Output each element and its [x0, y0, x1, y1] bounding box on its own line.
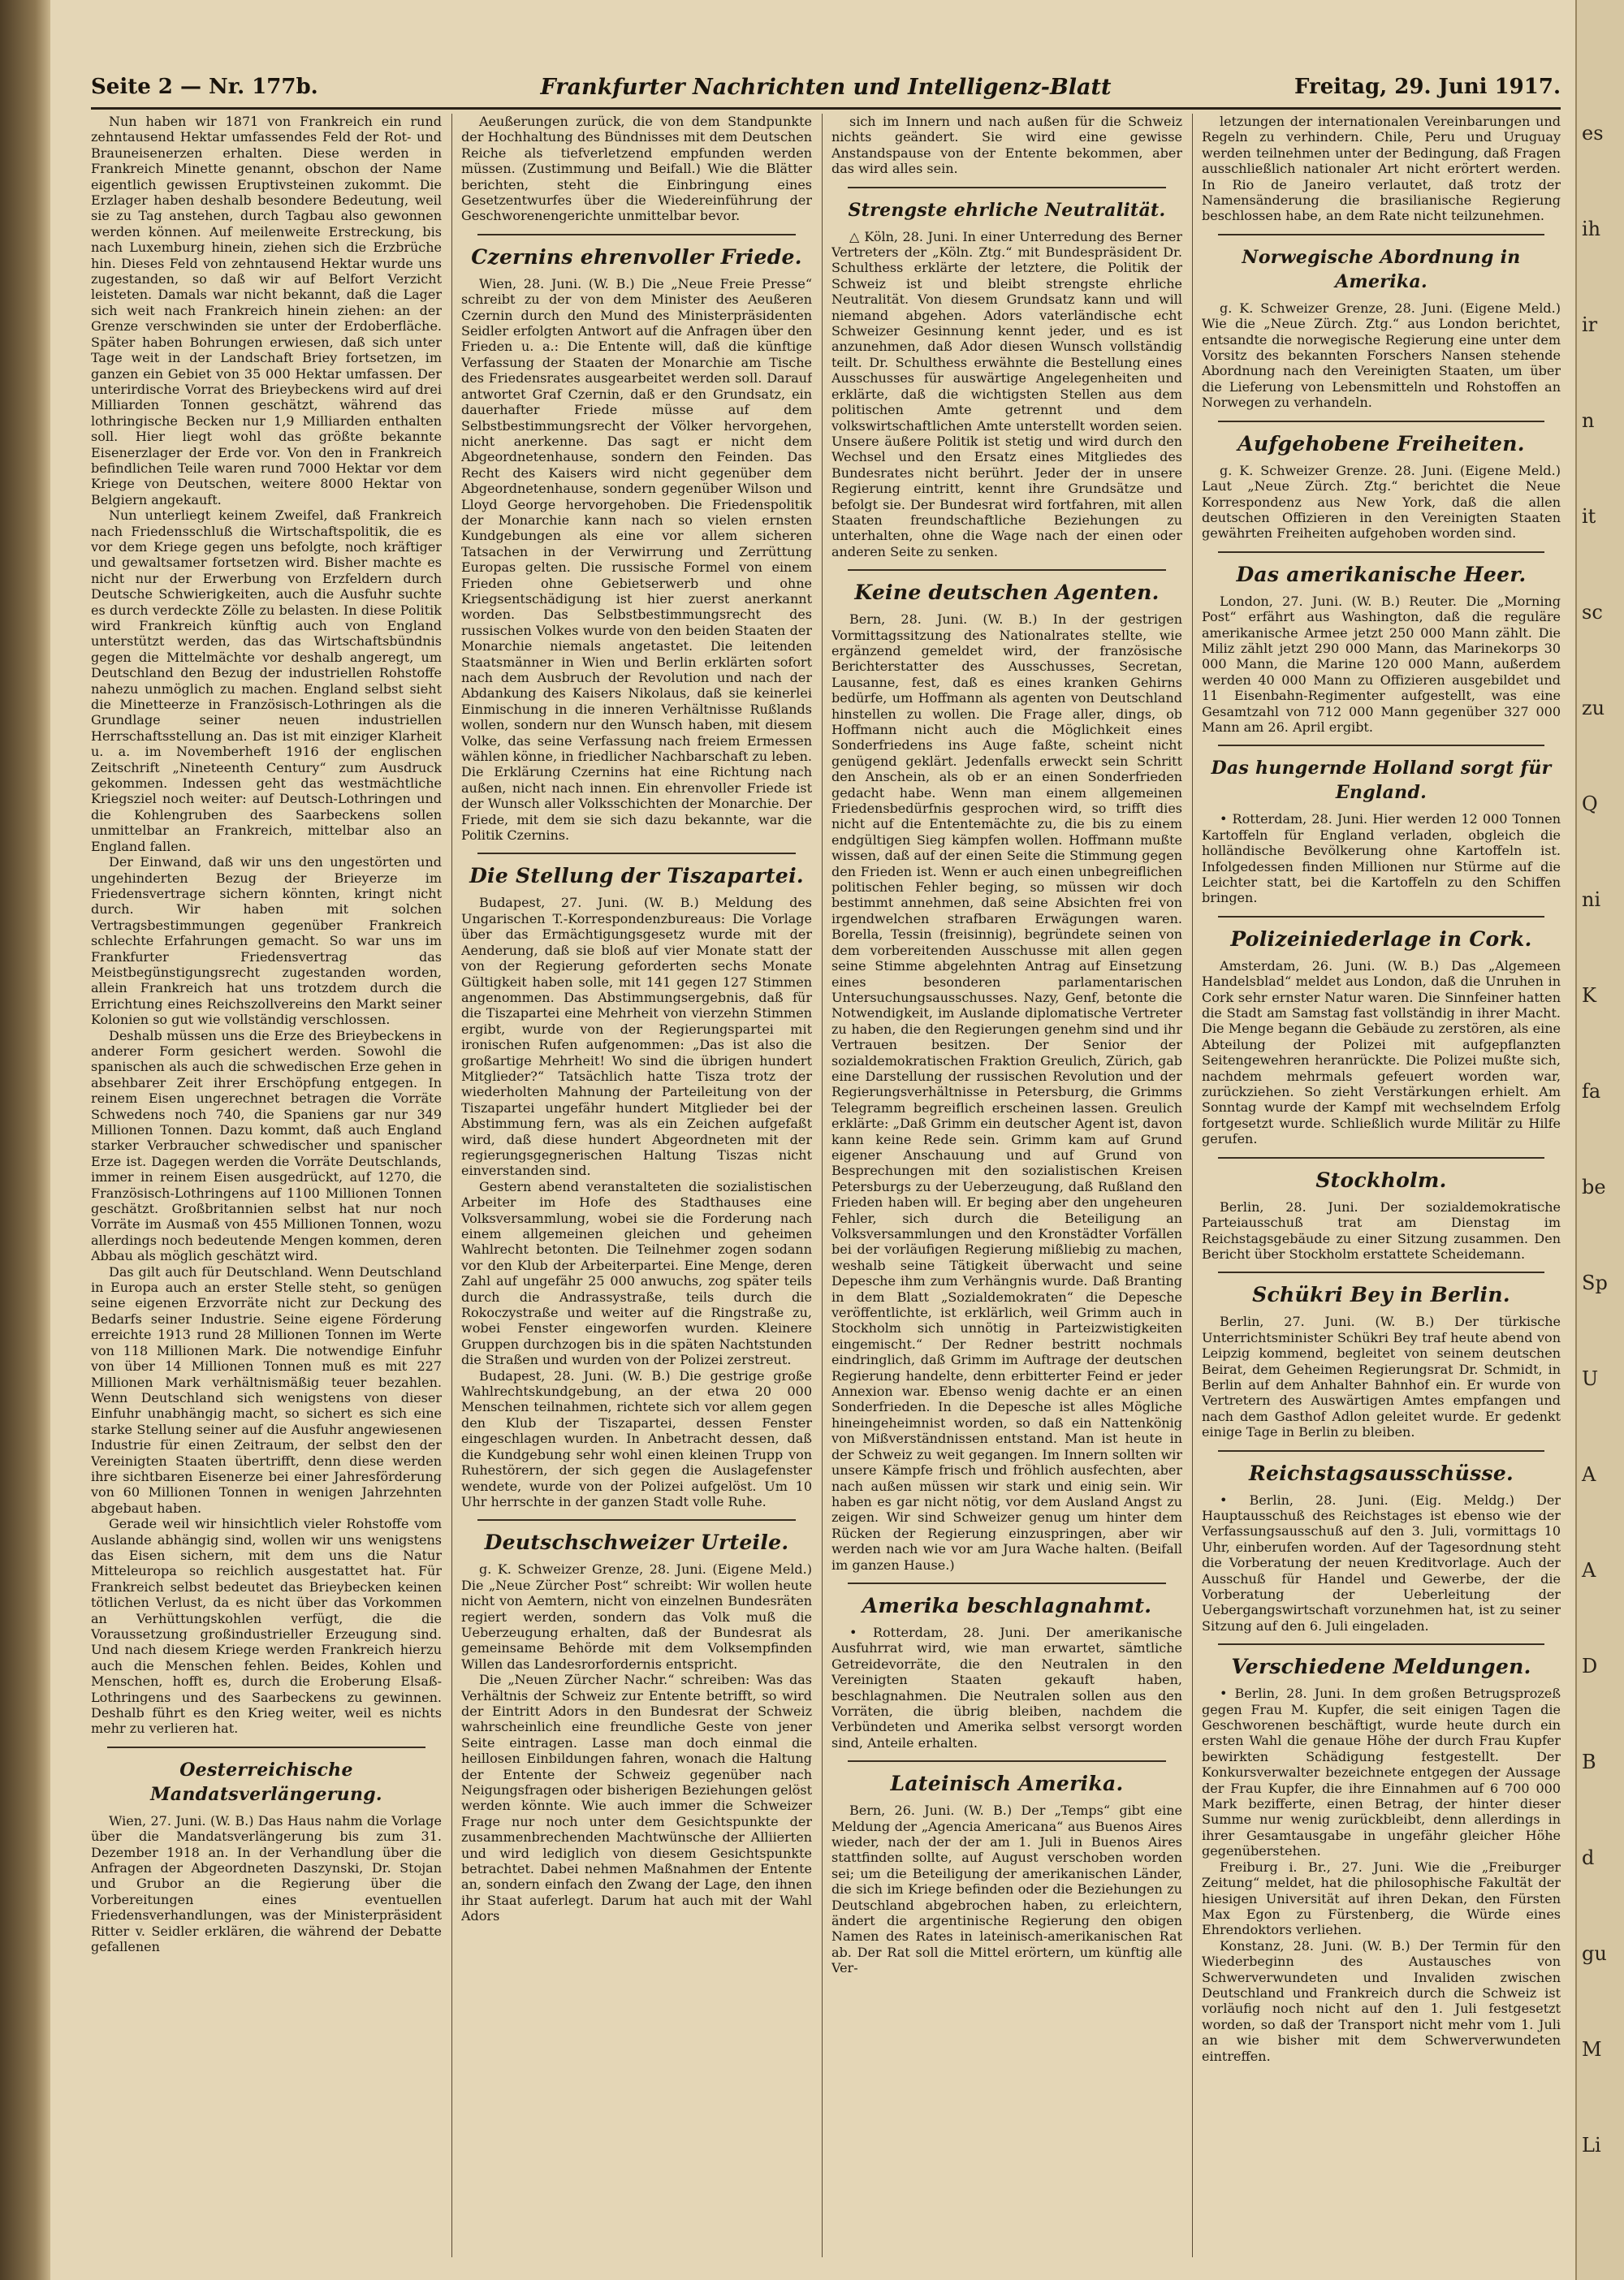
section-rule: [477, 853, 796, 854]
article-paragraph: Gerade weil wir hinsichtlich vieler Rohstoffe vom Auslande abhängig sind, wollen wir uns wenigstens das Eisen sichern, mit dem uns die Natur Mitteleuropa so reichlich ausgestattet hat. Für Frankreich selbst bedeutet das Brieybecken keinen tötlichen Verlust, da es nicht über das Vorkommen an Verhüttungskohlen verfügt, die die Voraussetzung großindustrieller Erzeugung sind. Und nach diesem Kriege werden Frankreich hierzu auch die Menschen fehlen. Beides, Kohlen und Menschen, hofft es, durch die Eroberung Elsaß-Lothringens und des Saarbeckens zu gewinnen. Deshalb führt es den Krieg weiter, weil es nichts mehr zu verlieren hat.: [91, 1516, 442, 1737]
article-paragraph: g. K. Schweizer Grenze. 28. Juni. (Eigene Meld.) Laut „Neue Zürch. Ztg.“ berichtet die Neue Korrespondenz aus New York, daß die allen deutschen Offizieren in den Vereinigten Staaten gewährten Freiheiten aufgehoben worden sind.: [1202, 462, 1561, 542]
article-headline: Schükri Bey in Berlin.: [1252, 1283, 1510, 1307]
article-paragraph: sich im Innern und nach außen für die Schweiz nichts geändert. Sie wird eine gewisse Anstandspause von der Entente bekommen, aber das wird alles sein.: [831, 114, 1182, 177]
article-headline: Strengste ehrliche Neutralität.: [848, 199, 1166, 221]
article-paragraph: Freiburg i. Br., 27. Juni. Wie die „Freiburger Zeitung“ meldet, hat die philosophische Fakultät der hiesigen Universität auf ihren Dekan, den Fürsten Max Egon zu Fürstenberg, die Würde eines Ehrendoktors verliehen.: [1202, 1859, 1561, 1938]
adjacent-page-fragment: ni: [1582, 888, 1601, 911]
section-rule: [1218, 1157, 1544, 1159]
adjacent-page-fragment: M: [1582, 2038, 1602, 2061]
adjacent-page-fragment: es: [1582, 122, 1604, 145]
article-paragraph: Amsterdam, 26. Juni. (W. B.) Das „Algemeen Handelsblad“ meldet aus London, daß die Unruhen in Cork sehr ernster Natur waren. Die Sinnfeiner hatten die Stadt am Samstag fast vollständig in ihrer Macht. Die Menge begann die Gebäude zu zerstören, als eine Abteilung der Polizei mit aufgepflanzten Seitengewehren heranrückte. Die Polizei mußte sich, nachdem mehrmals gefeuert worden war, zurückziehen. So zieht Verstärkungen erhielt. Am Sonntag wurde der Kampf mit wechselndem Erfolg fortgesetzt wurde. Schließlich wurde Militär zu Hilfe gerufen.: [1202, 957, 1561, 1147]
article-paragraph: Budapest, 28. Juni. (W. B.) Die gestrige große Wahlrechtskundgebung, an der etwa 20 000 Menschen teilnahmen, richtete sich vor allem gegen den Klub der Tiszapartei, dessen Fenster eingeschlagen wurden. In Anbetracht dessen, daß die Kundgebung sehr wohl einen kleinen Trupp von Ruhestörern, der sich gegen die Auslagefenster wendete, wurde von der Polizei aufgelöst. Um 10 Uhr herrschte in der ganzen Stadt volle Ruhe.: [461, 1367, 812, 1509]
article-paragraph: Wien, 27. Juni. (W. B.) Das Haus nahm die Vorlage über die Mandatsverlängerung bis zum 31. Dezember 1918 an. In der Verhandlung über die Anfragen der Abgeordneten Daszynski, Dr. Stojan und Grubor an die Regierung über die Vorbereitungen eines eventuellen Friedensverhandlungen, was der Ministerpräsident Ritter v. Seidler erklären, die während der Debatte gefallenen: [91, 1812, 442, 1955]
section-rule: [1218, 745, 1544, 746]
article-paragraph: Wien, 28. Juni. (W. B.) Die „Neue Freie Presse“ schreibt zu der von dem Minister des Aeußeren Czernin durch den Mund des Ministerpräsidenten Seidler erfolgten Antwort auf die Anfragen über den Frieden u. a.: Die Entente will, daß die künftige Verfassung der Staaten der Monarchie am Tische des Friedensrates ausgearbeitet werden soll. Darauf antwortet Graf Czernin, daß er den Grundsatz, ein dauerhafter Friede müsse auf dem Selbstbestimmungsrecht der Völker hervorgehen, nicht anerkenne. Das sagt er nicht dem Abgeordnetenhause, sondern den Feinden. Das Recht des Kaisers wird nicht gegenüber dem Abgeordnetenhause, sondern gegenüber Wilson und Lloyd George hervorgehoben. Die Friedenspolitik der Monarchie kann nach so vielen ernsten Kundgebungen als eine vor allem sicheren Tatsachen in der Verwirrung und Zerrüttung Europas gelten. Die russische Formel von einem Frieden ohne Gebietserwerb und ohne Kriegsentschädigung ist hier zuerst anerkannt worden. Das Selbstbestimmungsrecht des russischen Volkes wurde von den beiden Staaten der Monarchie niemals angetastet. Die leitenden Staatsmänner in Wien und Berlin erklärten sofort nach dem Ausbruch der Revolution und nach der Abdankung des Kaisers Nikolaus, daß sie keinerlei Einmischung in die inneren Verhältnisse Rußlands wollen, sondern nur den Wunsch haben, mit diesem Volke, das seine Verfassung nach freiem Ermessen wählen könne, in friedlicher Nachbarschaft zu leben. Die Erklärung Czernins hat eine Richtung nach außen, nicht nach innen. Ein ehrenvoller Friede ist der Wunsch aller Volksschichten der Monarchie. Der Friede, mit dem sie sich dazu bekannte, war die Politik Czernins.: [461, 275, 812, 844]
section-rule: [1218, 234, 1544, 235]
article-headline: Polizeiniederlage in Cork.: [1230, 926, 1532, 951]
adjacent-page-fragment: A: [1582, 1559, 1596, 1582]
article-headline: Reichstagsausschüsse.: [1248, 1461, 1514, 1485]
article-headline: Deutschschweizer Urteile.: [484, 1531, 789, 1555]
column-divider: [822, 114, 823, 2257]
article-headline: Keine deutschen Agenten.: [854, 581, 1160, 605]
article-headline: Czernins ehrenvoller Friede.: [471, 244, 802, 269]
column-1: [91, 114, 442, 2257]
page-number: Seite 2 — Nr. 177b.: [91, 75, 318, 99]
article-headline: Amerika beschlagnahmt.: [862, 1593, 1152, 1617]
section-rule: [1218, 1450, 1544, 1452]
article-headline: Oesterreichische Mandatsverlängerung.: [150, 1759, 382, 1805]
adjacent-page-edge: [1575, 0, 1624, 2280]
article-paragraph: • Rotterdam, 28. Juni. Der amerikanische Ausfuhrrat wird, wie man erwartet, sämtliche Getreidevorräte, die den Neutralen in den Vereinigten Staaten gekauft haben, beschlagnahmen. Die Neutralen sollen aus den Vorräten, die übrig bleiben, nachdem die Verbündeten und Amerika selbst versorgt worden sind, Anteile erhalten.: [831, 1624, 1182, 1751]
article-paragraph: Das gilt auch für Deutschland. Wenn Deutschland in Europa auch an erster Stelle steht, so genügen seine eigenen Erzvorräte nicht zur Deckung des Bedarfs seiner Industrie. Seine eigene Förderung erreichte 1913 rund 28 Millionen Tonnen im Werte von 118 Millionen Mark. Die notwendige Einfuhr von über 14 Millionen Tonnen muß es mit 227 Millionen Mark verhältnismäßig teuer bezahlen. Wenn Deutschland sich wenigstens von dieser Einfuhr unabhängig macht, so sichert es sich eine starke Stellung seiner auf die Ausfuhr angewiesenen Industrie für einen Zeitraum, der selbst den der Vereinigten Staaten übertrifft, denn diese werden ihre sichtbaren Eisenerze bei einer Jahresförderung von 60 Millionen Tonnen in wenigen Jahrzehnten abgebaut haben.: [91, 1263, 442, 1516]
section-rule: [848, 187, 1166, 188]
section-rule: [107, 1747, 425, 1748]
book-spine: [0, 0, 50, 2280]
adjacent-page-fragment: Q: [1582, 792, 1598, 815]
section-rule: [848, 1760, 1166, 1762]
section-rule: [848, 1583, 1166, 1584]
section-rule: [1218, 421, 1544, 422]
article-paragraph: Bern, 28. Juni. (W. B.) In der gestrigen Vormittagssitzung des Nationalrates stellte, wie ergänzend gemeldet wird, der französische Berichterstatter des Ausschusses, Secretan, Lausanne, fest, daß es eines kranken Gehirns bedürfe, um Hoffmann als agenten von Deutschland hinstellen zu wollen. Die Frage aller, dings, ob Hoffmann nicht auch die Möglichkeit eines Sonderfriedens ins Auge faßte, scheint nicht genügend geklärt. Jedenfalls erweckt sein Schritt den Anschein, als ob er an einen Sonderfrieden gedacht habe. Wenn man einem allgemeinen Friedensbedürfnis gesprochen wird, so trifft dies nicht auf die Ententemächte zu, die bis zu einem endgültigen Sieg kämpfen wollen. Hoffmann mußte wissen, daß auf der einen Seite die Stimmung gegen den Frieden ist. Wenn er auch einen unbegreiflichen politischen Fehler beging, so müssen wir doch bestimmt annehmen, daß seine Absichten frei von irgendwelchen strafbaren Erwägungen waren. Borella, Tessin (freisinnig), begründete seinen von dem vorbereitenden Ausschusse mit allen gegen seine Stimme abgelehnten Antrag auf Einsetzung eines besonderen parlamentarischen Untersuchungsausschusses. Nazy, Genf, betonte die Notwendigkeit, im Auslande diplomatische Vertreter zu haben, die den Regierungen genehm sind und ihr Vertrauen besitzen. Der Senior der sozialdemokratischen Fraktion Greulich, Zürich, gab eine Darstellung der russischen Revolution und der Regierungsverhältnisse in Petersburg, die Grimms Telegramm begreiflich erscheinen lassen. Greulich erklärte: „Daß Grimm ein deutscher Agent ist, davon kann keine Rede sein. Grimm kam auf Grund eigener Anschauung und auf Grund von Besprechungen mit den sozialistischen Kreisen Petersburgs zu der Ueberzeugung, daß Rußland den Frieden haben will. Er beging aber den ungeheuren Fehler, sich durch die Beteiligung an Volksversammlungen und den Kronstädter Vorfällen bei der vorläufigen Regierung mißliebig zu machen, weshalb seine Tätigkeit überwacht und seine Depesche ihm zum Verhängnis wurde. Daß Branting in dem Blatt „Sozialdemokraten“ die Depesche veröffentlichte, ist erklärlich, weil Grimm auch in Stockholm sich unnötig in Parteizwistigkeiten eingemischt.“ Der Redner bestritt nochmals eindringlich, daß Grimm im Auftrage der deutschen Regierung handelte, denn erbitterter Feind er jeder Annexion war. Ebenso wenig dachte er an einen Sonderfrieden. In die Depesche ist alles Mögliche hineingeheimnist worden, so daß ein Nattenkönig von Mißverständnissen entstand. Man ist heute in der Schweiz zu weit gegangen. Im Innern sollten wir unsere Kämpfe frisch und fröhlich ausfechten, aber nach außen müssen wir stark und einig sein. Wir haben es gar nicht nötig, vor dem Ausland Angst zu zeigen. Wir sind Schweizer genug um hinter dem Rücken der Regierung einzuspringen, aber wir werden nach wie vor am Jura Wache halten. (Beifall im ganzen Hause.): [831, 611, 1182, 1573]
adjacent-page-fragment: fa: [1582, 1080, 1601, 1103]
page-header: [91, 75, 1561, 102]
adjacent-page-fragment: D: [1582, 1655, 1598, 1678]
issue-date: Freitag, 29. Juni 1917.: [1294, 75, 1561, 99]
section-rule: [848, 569, 1166, 571]
adjacent-page-fragment: d: [1582, 1846, 1595, 1869]
article-headline: Stockholm.: [1315, 1168, 1447, 1192]
adjacent-page-fragment: be: [1582, 1176, 1606, 1198]
article-paragraph: Die „Neuen Zürcher Nachr.“ schreiben: Was das Verhältnis der Schweiz zur Entente betrifft, so wird der Eintritt Adors in den Bundesrat der Schweiz wahrscheinlich eine freundliche Geste von jener Seite eintragen. Lasse man doch einmal die heillosen Einbildungen fahren, wonach die Haltung der Entente der Schweiz gegenüber nach Neigungsfragen oder bisherigen Beziehungen gelöst werden könnte. Wie auch immer die Schweizer Frage nur noch unter dem Gesichtspunkte der zusammenbrechenden Machtwünsche der Alliierten und wird lediglich von diesem Gesichtspunkte betrachtet. Dabei nehmen Maßnahmen der Entente an, sondern einfach den Zwang der Lage, den ihnen ihr Staat auferlegt. Darum hat auch mit der Wahl Adors: [461, 1672, 812, 1924]
article-paragraph: London, 27. Juni. (W. B.) Reuter. Die „Morning Post“ erfährt aus Washington, daß die reguläre amerikanische Armee jetzt 250 000 Mann zählt. Die Miliz zählt jetzt 290 000 Mann, das Marinekorps 30 000 Mann, die Marine 120 000 Mann, außerdem werden 40 000 Mann zu Offizieren ausgebildet und 11 Eisenbahn-Regimenter aufgestellt, was eine Gesamtzahl von 712 000 Mann gegenüber 327 000 Mann am 26. April ergibt.: [1202, 593, 1561, 735]
article-headline: Verschiedene Meldungen.: [1231, 1655, 1531, 1679]
column-2: [461, 114, 812, 2257]
article-headline: Aufgehobene Freiheiten.: [1237, 431, 1525, 456]
adjacent-page-fragment: it: [1582, 505, 1596, 528]
article-paragraph: Bern, 26. Juni. (W. B.) Der „Temps“ gibt eine Meldung der „Agencia Americana“ aus Buenos Aires wieder, nach der der am 1. Juli in Buenos Aires stattfinden sollte, auf August verschoben worden sei; um die Beteiligung der amerikanischen Länder, die sich im Kriege befinden oder die Beziehungen zu Deutschland abgebrochen haben, zu erleichtern, ändert die argentinische Regierung den obigen Namen des Rates in lateinisch-amerikanischen Rat ab. Der Rat soll die Mittel erörtern, um künftig alle Ver-: [831, 1803, 1182, 1976]
article-paragraph: Nun unterliegt keinem Zweifel, daß Frankreich nach Friedensschluß die Wirtschaftspolitik, die es vor dem Kriege gegen uns befolgte, noch kräftiger und gewaltsamer fortsetzen wird. Bisher machte es nicht nur der Erwerbung von Erzfeldern durch Deutsche Schwierigkeiten, auch die Ausfuhr suchte es durch verdeckte Zölle zu belasten. In diese Politik wird Frankreich künftig auch von England unterstützt werden, das das Wirtschaftsbündnis gegen die Mittelmächte vor deshalb angeregt, um Deutschland den Bezug der industriellen Rohstoffe nahezu unmöglich zu machen. England selbst sieht die Minetteerze in Französisch-Lothringen als die Grundlage seiner neuen industriellen Herrschaftsstellung an. Das ist mit einziger Klarheit u. a. im Novemberheft 1916 der englischen Zeitschrift „Nineteenth Century“ zum Ausdruck gekommen. Indessen geht das westmächtliche Kriegsziel noch weiter: auf Deutsch-Lothringen und die Kohlengruben des Saarbeckens sollen unmittelbar an Frankreich, mittelbar also an England fallen.: [91, 507, 442, 854]
adjacent-page-fragment: A: [1582, 1463, 1596, 1486]
adjacent-page-fragment: sc: [1582, 601, 1603, 624]
article-paragraph: g. K. Schweizer Grenze, 28. Juni. (Eigene Meld.) Wie die „Neue Zürch. Ztg.“ aus London berichtet, entsandte die norwegische Regierung eine unter dem Vorsitz des bekannten Forschers Nansen stehende Abordnung nach den Vereinigten Staaten, um über die Lieferung von Lebensmitteln und Rohstoffen an Norwegen zu verhandeln.: [1202, 300, 1561, 411]
article-paragraph: Konstanz, 28. Juni. (W. B.) Der Termin für den Wiederbeginn des Austausches von Schwerverwundeten und Invaliden zwischen Deutschland und Frankreich durch die Schweiz ist vorläufig noch nicht auf den 1. Juli festgesetzt worden, so daß der Transport nicht mehr vom 1. Juli an wie bisher mit dem Schwerverwundeten eintreffen.: [1202, 1937, 1561, 2064]
adjacent-page-fragment: ih: [1582, 218, 1601, 240]
newspaper-page: [50, 0, 1575, 2280]
column-4: [1202, 114, 1561, 2257]
adjacent-page-fragment: n: [1582, 409, 1595, 432]
adjacent-page-fragment: zu: [1582, 697, 1605, 719]
article-paragraph: Budapest, 27. Juni. (W. B.) Meldung des Ungarischen T.-Korrespondenzbureaus: Die Vorlage über das Ermächtigungsgesetz wurde mit der Aenderung, daß sie bloß auf vier Monate statt der von der Regierung geforderten sechs Monate Gültigkeit haben solle, mit 141 gegen 127 Stimmen angenommen. Das Abstimmungsergebnis, daß für die Tiszapartei eine Mehrheit von vierzehn Stimmen ergibt, wurde von der Regierungspartei mit ironischen Rufen aufgenommen: „Das ist also die großartige Mehrheit! Wo sind die übrigen hundert Mitglieder?“ Tatsächlich hatte Tisza trotz der wiederholten Mahnung der Parteileitung von der Tiszapartei ungefähr hundert Mitglieder bei der Abstimmung fern, was als ein Zeichen aufgefaßt wird, daß diese hundert Abgeordneten mit der regierungsgegnerischen Haltung Tiszas nicht einverstanden sind.: [461, 895, 812, 1179]
adjacent-page-fragment: Sp: [1582, 1272, 1608, 1294]
article-headline: Das amerikanische Heer.: [1236, 562, 1527, 586]
article-headline: Lateinisch Amerika.: [890, 1772, 1124, 1796]
column-3: [831, 114, 1182, 2257]
section-rule: [1218, 551, 1544, 553]
adjacent-page-fragment: K: [1582, 984, 1596, 1007]
section-rule: [477, 234, 796, 235]
article-paragraph: • Rotterdam, 28. Juni. Hier werden 12 000 Tonnen Kartoffeln für England verladen, obgleich die holländische Bevölkerung ohne Kartoffeln ist. Infolgedessen finden Millionen nur Stürme auf die Leichter statt, bei die Kartoffeln zu den Schiffen bringen.: [1202, 811, 1561, 906]
adjacent-page-fragment: B: [1582, 1751, 1596, 1773]
newspaper-title: Frankfurter Nachrichten und Intelligenz-Blatt: [540, 75, 1112, 100]
section-rule: [477, 1519, 796, 1521]
article-paragraph: Gestern abend veranstalteten die sozialistischen Arbeiter im Hofe des Stadthauses eine Volksversammlung, wobei sie die Forderung nach einem allgemeinen gleichen und geheimen Wahlrecht betonten. Die Teilnehmer zogen sodann vor den Klub der Arbeiterpartei. Eine Menge, deren Zahl auf ungefähr 25 000 anwuchs, zog später teils durch die Andrassystraße, teils durch die Rokoczystraße und weiter auf die Ringstraße zu, wobei Fenster eingeworfen wurden. Kleinere Gruppen durchzogen bis in die späten Nachtstunden die Straßen und wurden von der Polizei zerstreut.: [461, 1178, 812, 1368]
article-paragraph: Berlin, 27. Juni. (W. B.) Der türkische Unterrichtsminister Schükri Bey traf heute abend von Leipzig kommend, begleitet von seinem deutschen Beirat, dem Geheimen Regierungsrat Dr. Schmidt, in Berlin auf dem Anhalter Bahnhof ein. Er wurde von Vertretern des Auswärtigen Amtes empfangen und nach dem Gasthof Adlon geleitet wurde. Er gedenkt einige Tage in Berlin zu bleiben.: [1202, 1314, 1561, 1440]
article-paragraph: • Berlin, 28. Juni. In dem großen Betrugsprozeß gegen Frau M. Kupfer, die seit einigen Tagen die Geschworenen beschäftigt, wurde heute durch ein ersten Wahl die genaue Höhe der durch Frau Kupfer bewirkten Schädigung festgestellt. Der Konkursverwalter bezeichnete entgegen der Aussage der Frau Kupfer, die ihre Einnahmen auf 6 700 000 Mark bezifferte, einen Betrag, der hinter dieser Summe nur wenig zurückbleibt, denn allerdings in ihrer Gesamtausgabe in ungefähr gleicher Höhe gegenüberstehen.: [1202, 1686, 1561, 1859]
adjacent-page-fragment: Li: [1582, 2134, 1601, 2157]
article-headline: Das hungernde Holland sorgt für England.: [1211, 758, 1552, 804]
adjacent-page-fragment: U: [1582, 1367, 1599, 1390]
article-paragraph: △ Köln, 28. Juni. In einer Unterredung des Berner Vertreters der „Köln. Ztg.“ mit Bundespräsident Dr. Schulthess erklärte der letztere, die Politik der Schweiz ist und bleibt strengste ehrliche Neutralität. Von diesem Grundsatz kann und will niemand abgehen. Adors vaterländische echt Schweizer Gesinnung kennt jeder, und es ist anzunehmen, daß Ador diesen Wunsch vollständig teilt. Dr. Schulthess erwähnte die Bestellung eines Ausschusses für auswärtige Angelegenheiten und erklärte, daß die wichtigsten Stellen aus dem politischen Amte getrennt und dem volkswirtschaftlichen Amte unterstellt worden seien. Unsere äußere Politik ist stetig und wird durch den Wechsel und den Ersatz eines Mitgliedes des Bundesrates nicht berührt. Jeder der in unsere Regierung eintritt, kennt ihre Grundsätze und befolgt sie. Der Bundesrat wird fortfahren, mit allen Staaten freundschaftliche Beziehungen zu unterhalten, ohne die Wage nach der einen oder anderen Seite zu senken.: [831, 228, 1182, 559]
section-rule: [1218, 1643, 1544, 1645]
article-headline: Die Stellung der Tiszapartei.: [469, 864, 804, 888]
header-rule: [91, 107, 1561, 110]
article-paragraph: Berlin, 28. Juni. Der sozialdemokratische Parteiausschuß trat am Dienstag im Reichstagsgebäude zu einer Sitzung zusammen. Den Bericht über Stockholm erstattete Scheidemann.: [1202, 1198, 1561, 1262]
article-paragraph: • Berlin, 28. Juni. (Eig. Meldg.) Der Hauptausschuß des Reichstages ist ebenso wie der Verfassungsausschuß auf den 3. Juli, vormittags 10 Uhr, einberufen worden. Auf der Tagesordnung steht die Vorberatung der neuen Kreditvorlage. Auch der Ausschuß für Handel und Gewerbe, der die Vorberatung der Ueberleitung der Uebergangswirtschaft vorzunehmen hat, ist zu seiner Sitzung auf den 6. Juli eingeladen.: [1202, 1492, 1561, 1634]
article-paragraph: Deshalb müssen uns die Erze des Brieybeckens in anderer Form gesichert werden. Sowohl die spanischen als auch die schwedischen Erze gehen in absehbarer Zeit ihrer Erschöpfung entgegen. In reinem Eisen ungerechnet betragen die Vorräte Schwedens noch 740, die Spaniens gar nur 349 Millionen Tonnen. Dazu kommt, daß auch England starker Verbraucher schwedischer und spanischer Erze ist. Dagegen werden die Vorräte Deutschlands, immer in reinem Eisen ausgedrückt, auf 1270, die Französisch-Lothringens auf 1100 Millionen Tonnen geschätzt. Großbritannien selbst hat nur noch Vorräte im Ausmaß von 455 Millionen Tonnen, wozu allerdings noch bedeutende Mengen kommen, deren Abbau als möglich geschätzt wird.: [91, 1027, 442, 1264]
adjacent-page-fragment: ir: [1582, 313, 1598, 336]
article-paragraph: letzungen der internationalen Vereinbarungen und Regeln zu verhindern. Chile, Peru und Uruguay werden teilnehmen unter der Bedingung, daß Fragen ausschließlich nationaler Art nicht erörtert werden. In Rio de Janeiro verlautet, daß trotz der Namensänderung die brasilianische Regierung beschlossen habe, an dem Rate nicht teilzunehmen.: [1202, 114, 1561, 224]
column-divider: [1192, 114, 1193, 2257]
article-paragraph: g. K. Schweizer Grenze, 28. Juni. (Eigene Meld.) Die „Neue Zürcher Post“ schreibt: Wir wollen heute nicht von Aemtern, nicht von einzelnen Bundesräten regiert werden, sondern das Volk muß die Ueberzeugung erhalten, daß der Bundesrat als gemeinsame Behörde mit dem Volksempfinden Willen das Landesrorfordernis entspricht.: [461, 1561, 812, 1672]
article-paragraph: Der Einwand, daß wir uns den ungestörten und ungehinderten Bezug der Brieyerze im Friedensvertrage sichern könnten, kringt nicht durch. Wir haben mit solchen Vertragsbestimmungen gegenüber Frankreich schlechte Erfahrungen gemacht. So war uns im Frankfurter Friedensvertrag das Meistbegünstigungsrecht zugestanden worden, allein Frankreich hat uns trotzdem durch die Errichtung eines Reichszollvereins den Markt seiner Kolonien so gut wie vollständig verschlossen.: [91, 854, 442, 1028]
column-divider: [451, 114, 452, 2257]
article-paragraph: Aeußerungen zurück, die von dem Standpunkte der Hochhaltung des Bündnisses mit dem Deutschen Reiche als tiefverletzend empfunden werden müssen. (Zustimmung und Beifall.) Wie die Blätter berichten, steht die Einbringung eines Gesetzentwurfes über die Wiedereinführung der Geschworenengerichte unmittelbar bevor.: [461, 114, 812, 224]
section-rule: [1218, 916, 1544, 918]
section-rule: [1218, 1272, 1544, 1273]
adjacent-page-fragment: gu: [1582, 1942, 1607, 1965]
article-paragraph: Nun haben wir 1871 von Frankreich ein rund zehntausend Hektar umfassendes Feld der Rot- und Brauneisenerzen erhalten. Diese werden in Frankreich Minette genannt, obschon der Name eigentlich gewissen Eruptivsteinen zukommt. Die Erzlager haben deshalb besondere Bedeutung, weil sie zu Tag anstehen, durch Tagbau also gewonnen werden können. Auf meilenweite Erstreckung, bis nach Luxemburg hinein, ziehen sich die Erzbrüche hin. Dieses Feld von zehntausend Hektar wurde uns zugestanden, so daß wir auf Belfort Verzicht leisteten. Damals war nicht bekannt, daß die Lager sich weit nach Frankreich hinein ziehen: an der Grenze verschwinden sie unter der Erdoberfläche. Später haben Bohrungen erwiesen, daß sich unter Tage weit in der Landschaft Briey fortsetzen, im ganzen ein Gebiet von 35 000 Hektar umfassen. Der unterirdische Vorrat des Brieybeckens wird auf drei Milliarden Tonnen geschätzt, während das lothringische Becken nur 1,9 Milliarden enthalten soll. Hier liegt wohl das größte bekannte Eisenerzlager der Erde vor. Von den in Frankreich befindlichen Teile waren rund 7000 Hektar vor dem Kriege von Deutschen, weitere 8000 Hektar von Belgiern angekauft.: [91, 114, 442, 507]
article-headline: Norwegische Abordnung in Amerika.: [1242, 246, 1521, 292]
